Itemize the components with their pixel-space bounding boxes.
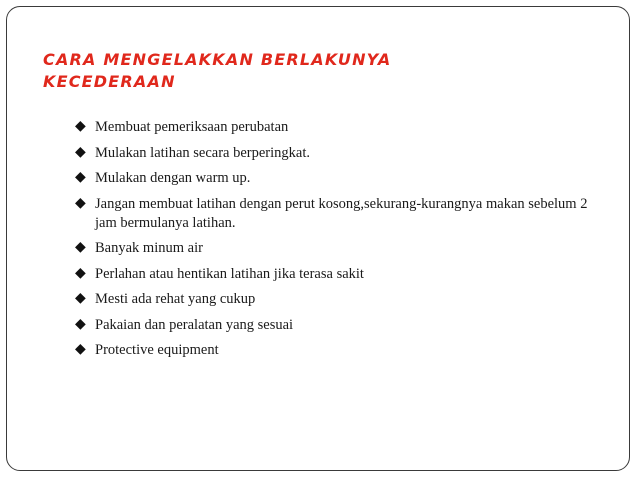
slide-frame: [6, 6, 630, 471]
diamond-bullet-icon: ◆: [75, 265, 86, 281]
diamond-bullet-icon: ◆: [75, 342, 86, 357]
diamond-bullet-icon: ◆: [75, 316, 86, 332]
diamond-bullet-icon: ◆: [75, 119, 86, 134]
bullet-list: [75, 118, 595, 367]
diamond-bullet-icon: ◆: [75, 170, 86, 185]
list-item: [75, 169, 595, 188]
list-item: [75, 341, 595, 360]
diamond-bullet-icon: ◆: [75, 291, 86, 306]
bullet-text: Mulakan latihan secara berperingkat.: [95, 144, 310, 161]
list-item: [75, 290, 595, 309]
list-item: [75, 316, 595, 335]
list-item: [75, 265, 595, 284]
diamond-bullet-icon: ◆: [75, 240, 86, 255]
bullet-text: Mesti ada rehat yang cukup: [95, 291, 256, 307]
bullet-text: Membuat pemeriksaan perubatan: [95, 119, 289, 135]
list-item: [75, 118, 595, 137]
diamond-bullet-icon: ◆: [75, 195, 86, 211]
list-item: [75, 239, 595, 258]
diamond-bullet-icon: ◆: [75, 144, 86, 160]
bullet-text: Protective equipment: [95, 342, 219, 358]
list-item: [75, 144, 595, 163]
bullet-text: Jangan membuat latihan dengan perut kosong,sekurang-kurangnya makan sebelum 2 jam bermulanya latihan.: [95, 195, 588, 231]
bullet-text: Mulakan dengan warm up.: [95, 170, 251, 186]
bullet-text: Banyak minum air: [95, 240, 203, 256]
slide-title: CARA MENGELAKKAN BERLAKUNYA KECEDERAAN: [43, 50, 392, 91]
list-item: [75, 195, 595, 233]
bullet-text: Pakaian dan peralatan yang sesuai: [95, 316, 294, 333]
bullet-text: Perlahan atau hentikan latihan jika terasa sakit: [95, 265, 364, 282]
